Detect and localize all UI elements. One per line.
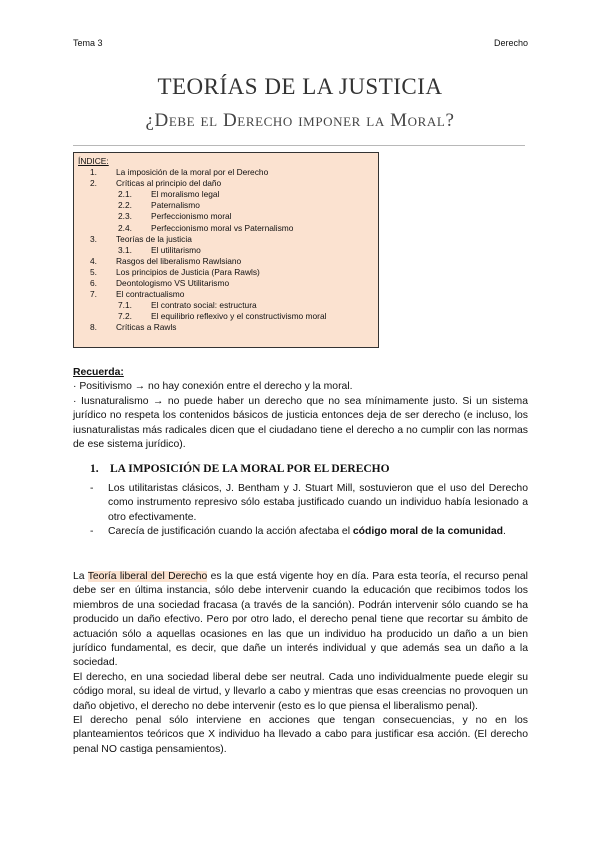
toc-item-number: 2.4. [118, 222, 132, 233]
bullet-2-text: Carecía de justificación cuando la acción afectaba el [108, 526, 353, 538]
toc-item [78, 245, 374, 256]
toc-item [78, 167, 374, 178]
toc-item-number: 2.1. [118, 189, 132, 200]
toc-item-number: 4. [90, 255, 97, 266]
toc-item-label: Rasgos del liberalismo Rawlsiano [116, 255, 242, 266]
toc-item [78, 178, 374, 189]
toc-item-label: El equilibrio reflexivo y el constructivismo moral [151, 311, 327, 322]
toc-item-number: 2.2. [118, 200, 132, 211]
bullet-dash: - [90, 526, 94, 538]
header-subject: Derecho [493, 38, 528, 48]
recuerda-heading: Recuerda: [73, 367, 124, 378]
paragraph-1-rest: es la que está vigente hoy en día. Para esta teoría, el recurso penal debe ser en última instancia, sólo debe intervenir cuando la educación que recibimos todos los miembros de una sociedad fracasa (a través de la sanción). Podrán intervenir sólo cuando se ha producido un daño efectivo. Pero por otro lado, el derecho penal tiene que recortar su ámbito de actuación sólo a aquellas ocasiones en las que un individuo ha producido un daño a un bien jurídico fundamental, es decir, que dañe un interés individual y que además sea un daño a la sociedad. [73, 571, 528, 669]
toc-item-label: Críticas al principio del daño [116, 178, 222, 189]
toc-item [78, 189, 374, 200]
toc-item [78, 211, 374, 222]
toc-item-number: 7.2. [118, 311, 132, 322]
toc-item-number: 3. [90, 233, 97, 244]
paragraph-1 [73, 570, 528, 671]
bullet-2-bold: código moral de la comunidad [352, 526, 504, 538]
toc-item-label: Críticas a Rawls [116, 322, 177, 333]
toc-item-label: Perfeccionismo moral vs Paternalismo [151, 222, 294, 233]
table-of-contents [73, 152, 379, 348]
toc-item [78, 267, 374, 278]
toc-item [78, 234, 374, 245]
bullet-item [90, 482, 528, 525]
toc-item-number: 8. [90, 322, 97, 333]
toc-item-label: El contractualismo [116, 289, 185, 300]
toc-item [78, 311, 374, 322]
toc-item [78, 289, 374, 300]
toc-item-number: 2.3. [118, 211, 132, 222]
toc-item [78, 300, 374, 311]
toc-item-label: Perfeccionismo moral [151, 211, 232, 222]
paragraph-3: El derecho penal sólo interviene en acciones que tengan consecuencias, y no en los planteamientos teóricos que X individuo ha llevado a cabo para justificar esa acción. (El derecho penal NO castiga pensamientos). [73, 715, 528, 755]
toc-item [78, 256, 374, 267]
toc-item-number: 2. [90, 178, 97, 189]
recuerda-block [73, 366, 528, 452]
header-topic: Tema 3 [73, 38, 103, 48]
bullet-2-end: . [503, 526, 506, 538]
section-1-heading [90, 463, 390, 475]
recuerda-line-2: · Iusnaturalismo → no puede haber un derecho que no sea mínimamente justo. Si un sistema jurídico no respeta los contenidos básicos de justicia entonces deja de ser derecho (e incluso, los iusnaturalistas más radicales dicen que el ciudadano tiene el derecho a no cumplir con las normas de ese sistema jurídico). [73, 395, 528, 451]
toc-item-number: 3.1. [118, 244, 132, 255]
body-text [73, 570, 528, 757]
toc-item-label: Deontologismo VS Utilitarismo [116, 278, 230, 289]
page-title: TEORÍAS DE LA JUSTICIA [157, 74, 443, 99]
section-1-title: LA IMPOSICIÓN DE LA MORAL POR EL DERECHO [110, 463, 390, 475]
bullet-dash: - [90, 483, 94, 494]
toc-item [78, 278, 374, 289]
recuerda-line-1: · Positivismo → no hay conexión entre el derecho y la moral. [73, 381, 353, 393]
toc-item-label: El contrato social: estructura [151, 300, 257, 311]
highlight-liberal-theory: Teoría liberal del Derecho [87, 571, 208, 582]
page-subtitle: ¿Debe el Derecho imponer la Moral? [145, 110, 455, 131]
toc-item-number: 7. [90, 289, 97, 300]
section-1-bullets [90, 482, 528, 540]
paragraph-2: El derecho, en una sociedad liberal debe ser neutral. Cada uno individualmente puede elegir su código moral, su ideal de virtud, y llevarlo a cabo y mientras que esas creencias no provoquen un daño objetivo, el derecho no debe intervenir (esto es lo que piensa el liberalismo penal). [73, 671, 528, 712]
toc-item-number: 5. [90, 266, 97, 277]
toc-heading: ÍNDICE: [78, 156, 109, 166]
toc-item [78, 223, 374, 234]
toc-item-number: 7.1. [118, 300, 132, 311]
toc-item-label: Los principios de Justicia (Para Rawls) [116, 266, 260, 277]
section-1-number: 1. [90, 463, 99, 475]
title-divider [73, 145, 525, 146]
toc-item [78, 322, 374, 333]
toc-item-label: El moralismo legal [151, 189, 220, 200]
toc-item-label: Paternalismo [151, 200, 200, 211]
toc-item [78, 200, 374, 211]
toc-item-label: Teorías de la justicia [116, 233, 192, 244]
toc-item-label: El utilitarismo [151, 244, 201, 255]
toc-item-number: 1. [90, 167, 97, 178]
bullet-1-text: Los utilitaristas clásicos, J. Bentham y J. Stuart Mill, sostuvieron que el uso del Derecho como instrumento represivo sólo estaba justificado cuando un individuo había lesionado a otro efectivamente. [108, 483, 528, 523]
toc-list [78, 167, 374, 333]
paragraph-1-start: La [73, 571, 88, 582]
toc-item-number: 6. [90, 278, 97, 289]
toc-item-label: La imposición de la moral por el Derecho [116, 167, 269, 178]
bullet-item [90, 525, 528, 539]
